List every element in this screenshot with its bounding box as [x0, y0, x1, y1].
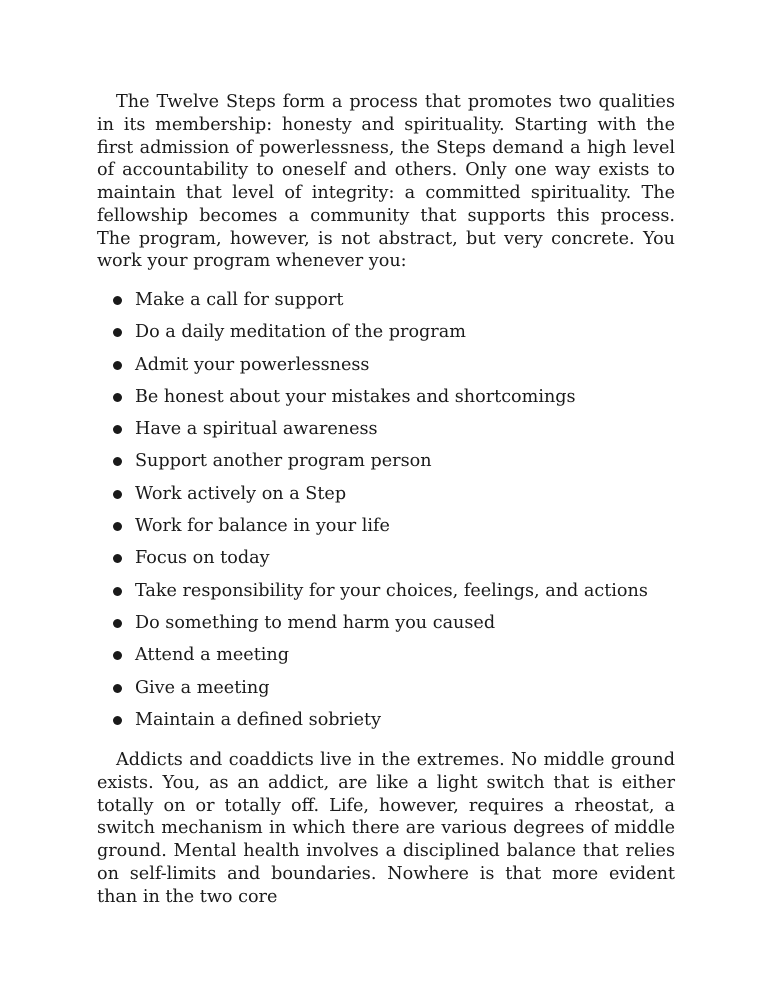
list-item-text: Attend a meeting — [135, 645, 290, 666]
bullet-icon — [113, 684, 122, 693]
list-item-text: Make a call for support — [135, 290, 344, 310]
page-content — [97, 91, 675, 908]
closing-paragraph: Addicts and coaddicts live in the extremes. No middle ground exists. You, as an addict, are like a light switch that is either totally on or totally off. Life, however, requires a rheostat, a switch mechanism in which there are various degrees of middle ground. Mental health involves a disciplined balance that relies on self-limits and boundaries. Nowhere is that more evident than in the two core — [97, 750, 675, 907]
list-item-text: Admit your powerlessness — [135, 354, 370, 375]
list-item — [97, 321, 675, 353]
program-actions-list — [97, 289, 675, 741]
list-item-text: Take responsibility for your choices, feelings, and actions — [135, 580, 648, 601]
list-item-text: Maintain a defined sobriety — [135, 709, 382, 730]
list-item — [97, 386, 675, 418]
list-item — [97, 580, 675, 612]
bullet-icon — [113, 587, 122, 596]
bullet-icon — [113, 490, 122, 499]
list-item — [97, 612, 675, 644]
list-item — [97, 515, 675, 547]
list-item-text: Have a spiritual awareness — [135, 419, 378, 440]
intro-paragraph: The Twelve Steps form a process that promotes two qualities in its membership: honesty and spirituality. Starting with the first admission of powerlessness, the Steps demand a high level of accountability to oneself and others. Only one way exists to maintain that level of integrity: a committed spirituality. The fellowship becomes a community that supports this process. The program, however, is not abstract, but very concrete. You work your program whenever you: — [97, 92, 675, 272]
list-item — [97, 677, 675, 709]
list-item — [97, 418, 675, 450]
bullet-icon — [113, 522, 122, 531]
bullet-icon — [113, 716, 122, 725]
list-item — [97, 644, 675, 676]
bullet-icon — [113, 296, 122, 305]
list-item-text: Be honest about your mistakes and shortcomings — [135, 386, 576, 407]
bullet-icon — [113, 393, 122, 402]
bullet-icon — [113, 328, 122, 337]
bullet-icon — [113, 361, 122, 370]
bullet-icon — [113, 425, 122, 434]
bullet-icon — [113, 554, 122, 563]
list-item — [97, 709, 675, 741]
bullet-icon — [113, 619, 122, 628]
list-item-text: Give a meeting — [135, 677, 270, 698]
list-item-text: Do something to mend harm you caused — [135, 612, 496, 633]
list-item — [97, 289, 675, 321]
bullet-icon — [113, 457, 122, 466]
list-item — [97, 547, 675, 579]
list-item-text: Work actively on a Step — [135, 483, 347, 504]
list-item-text: Do a daily meditation of the program — [135, 322, 466, 343]
list-item-text: Support another program person — [135, 451, 432, 472]
list-item-text: Work for balance in your life — [135, 516, 390, 537]
list-item — [97, 483, 675, 515]
list-item — [97, 354, 675, 386]
bullet-icon — [113, 651, 122, 660]
list-item — [97, 450, 675, 482]
list-item-text: Focus on today — [135, 548, 270, 569]
